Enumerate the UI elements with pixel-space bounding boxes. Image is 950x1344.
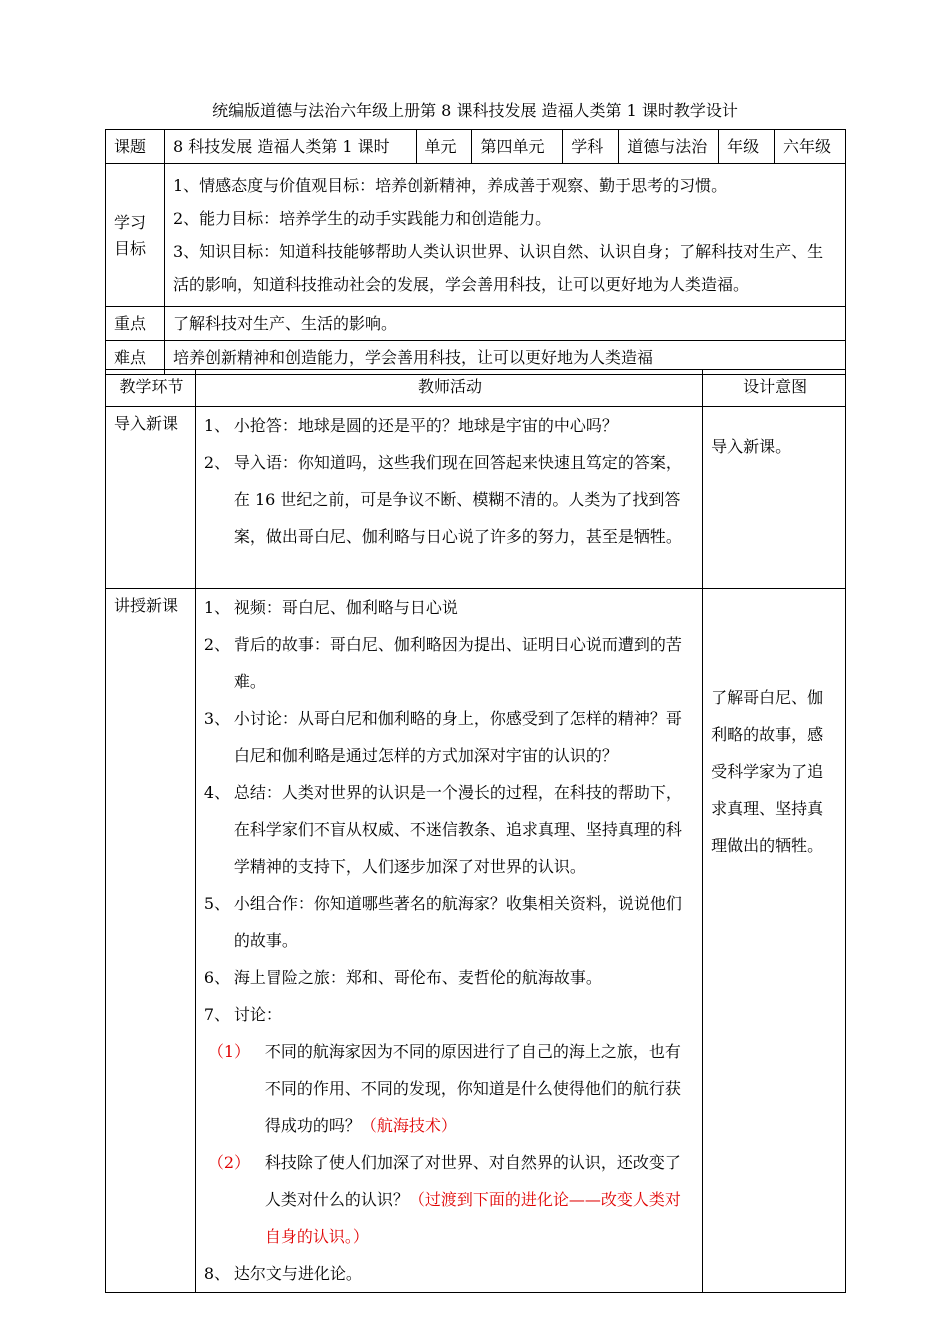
difficulty-value: 培养创新精神和创造能力，学会善用科技，让可以更好地为人类造福 bbox=[172, 348, 653, 367]
sub-list-item: （1） 不同的航海家因为不同的原因进行了自己的海上之旅，也有不同的作用、不同的发现，你知道是什么使得他们的航行获得成功的吗？（航海技术） bbox=[207, 1042, 681, 1135]
document-title: 统编版道德与法治六年级上册第 8 课科技发展 造福人类第 1 课时教学设计 bbox=[212, 101, 738, 120]
list-item: 2、 背后的故事：哥白尼、伽利略因为提出、证明日心说而遭到的苦难。 bbox=[203, 635, 682, 691]
activity-list bbox=[196, 589, 702, 1292]
objective-item: 3、知识目标：知道科技能够帮助人类认识世界、认识自然、认识自身；了解科技对生产、生活的影响，知道科技推动社会的发展，学会善用科技，让可以更好地为人类造福。 bbox=[172, 242, 824, 294]
stage-label: 讲授新课 bbox=[114, 596, 179, 615]
activity-list bbox=[196, 407, 702, 555]
list-item: 8、 达尔文与进化论。 bbox=[203, 1264, 362, 1283]
difficulty-label: 难点 bbox=[114, 348, 147, 367]
unit-label: 单元 bbox=[424, 137, 457, 156]
subject-label: 学科 bbox=[571, 137, 604, 156]
topic-label: 课题 bbox=[114, 137, 147, 156]
column-header-intent: 设计意图 bbox=[743, 377, 808, 396]
objective-item: 2、能力目标：培养学生的动手实践能力和创造能力。 bbox=[172, 209, 552, 228]
objectives-label: 学习目标 bbox=[114, 212, 147, 258]
intent-text: 了解哥白尼、伽利略的故事，感受科学家为了追求真理、坚持真理做出的牺牲。 bbox=[711, 688, 824, 855]
unit-value: 第四单元 bbox=[480, 137, 545, 156]
list-item: 2、 导入语：你知道吗，这些我们现在回答起来快速且笃定的答案，在 16 世纪之前，可是争议不断、模糊不清的。人类为了找到答案，做出哥白尼、伽利略与日心说了许多的努力，甚至是牺牲。 bbox=[203, 453, 682, 546]
list-item: 3、 小讨论：从哥白尼和伽利略的身上，你感受到了怎样的精神？哥白尼和伽利略是通过怎样的方式加深对宇宙的认识的？ bbox=[203, 709, 682, 765]
grade-value: 六年级 bbox=[783, 137, 832, 156]
list-item: 6、 海上冒险之旅：郑和、哥伦布、麦哲伦的航海故事。 bbox=[203, 968, 602, 987]
key-point-label: 重点 bbox=[114, 314, 147, 333]
key-point-value: 了解科技对生产、生活的影响。 bbox=[172, 314, 397, 333]
objectives-list bbox=[165, 164, 845, 305]
column-header-activity: 教师活动 bbox=[418, 377, 483, 396]
list-item: 5、 小组合作：你知道哪些著名的航海家？收集相关资料，说说他们的故事。 bbox=[203, 894, 682, 950]
list-item: 1、 视频：哥白尼、伽利略与日心说 bbox=[203, 598, 458, 617]
sub-list-item: （2） 科技除了使人们加深了对世界、对自然界的认识，还改变了人类对什么的认识？（过渡到下面的进化论——改变人类对自身的认识。） bbox=[207, 1153, 681, 1246]
intent-text: 导入新课。 bbox=[711, 437, 792, 456]
topic-value: 8 科技发展 造福人类第 1 课时 bbox=[172, 137, 390, 156]
activity-table bbox=[105, 369, 846, 1293]
objective-item: 1、情感态度与价值观目标：培养创新精神，养成善于观察、勤于思考的习惯。 bbox=[172, 176, 728, 195]
grade-label: 年级 bbox=[727, 137, 760, 156]
answer-note: （航海技术） bbox=[360, 1116, 457, 1135]
column-header-stage: 教学环节 bbox=[119, 377, 184, 396]
list-item: 4、 总结：人类对世界的认识是一个漫长的过程，在科技的帮助下，在科学家们不盲从权威、不迷信教条、追求真理、坚持真理的科学精神的支持下，人们逐步加深了对世界的认识。 bbox=[203, 783, 682, 876]
answer-note: （过渡到下面的进化论——改变人类对自身的认识。） bbox=[264, 1190, 681, 1246]
subject-value: 道德与法治 bbox=[627, 137, 708, 156]
list-item: 7、 讨论： bbox=[203, 1005, 282, 1024]
header-table bbox=[105, 129, 846, 375]
list-item: 1、 小抢答：地球是圆的还是平的？地球是宇宙的中心吗？ bbox=[203, 416, 618, 435]
stage-label: 导入新课 bbox=[114, 414, 179, 433]
